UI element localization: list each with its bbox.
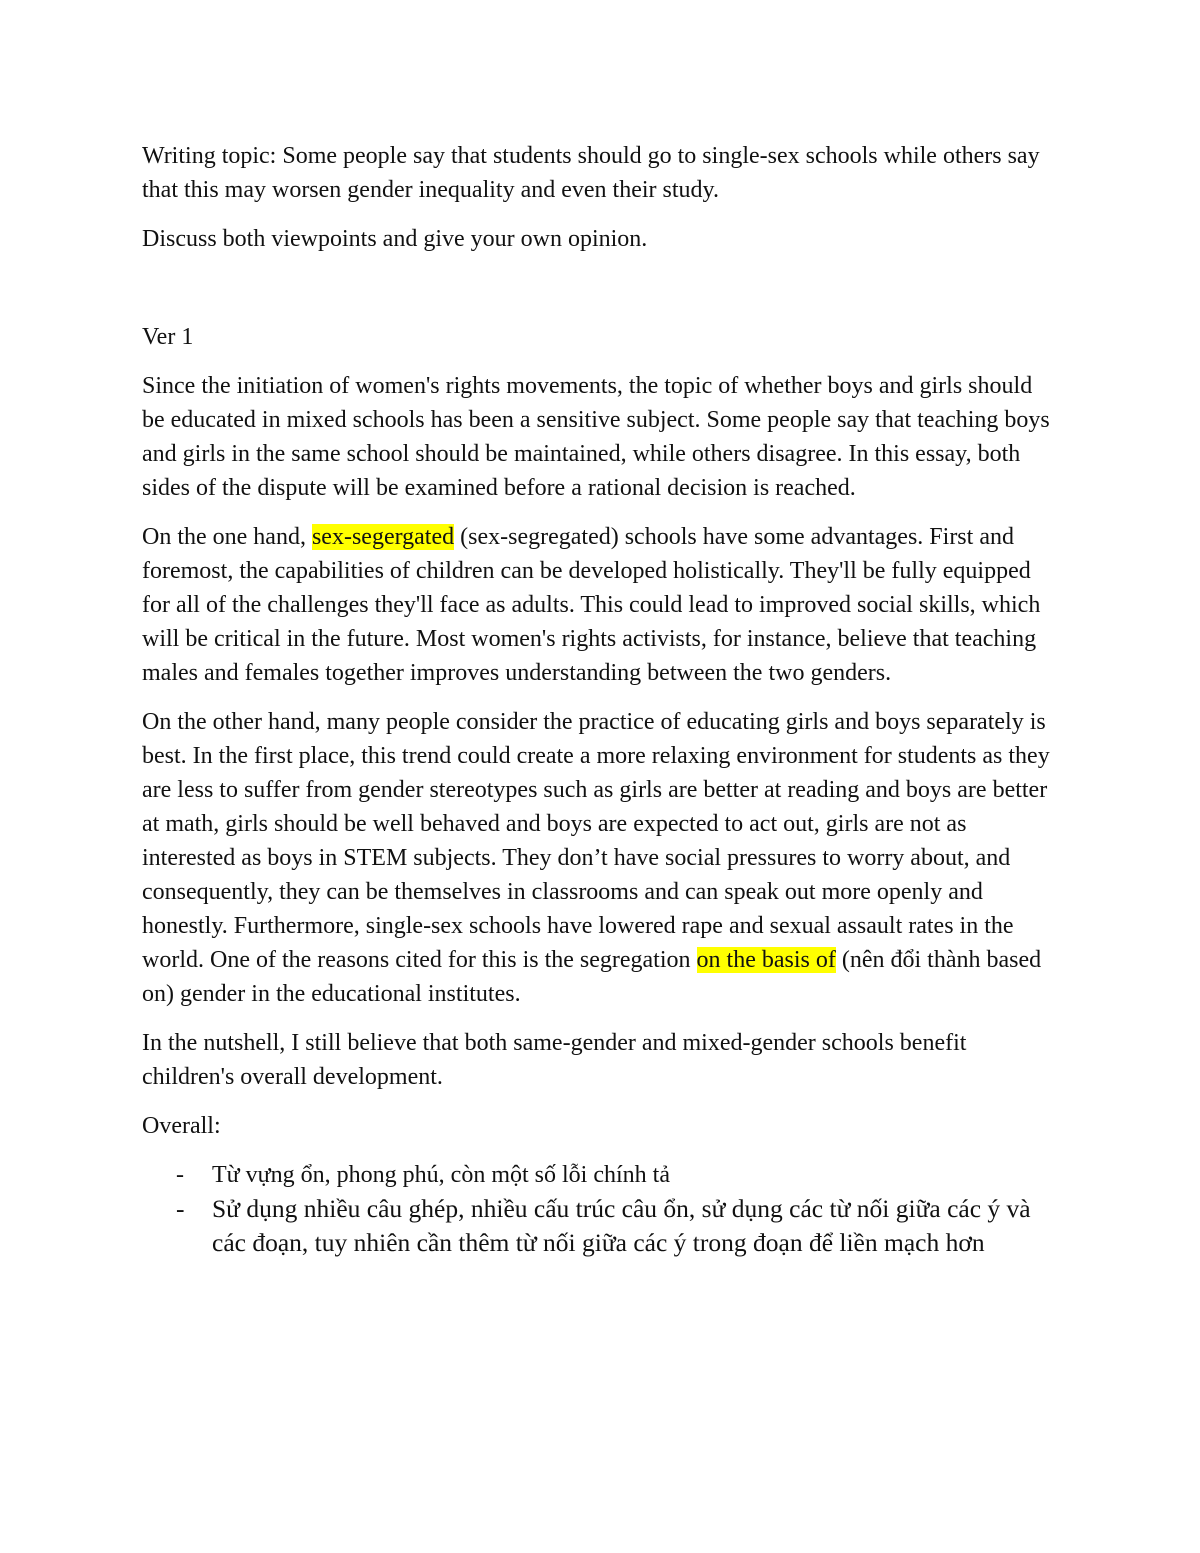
feedback-item	[142, 1192, 1057, 1260]
blank-line	[142, 271, 1057, 320]
essay-body-1	[142, 520, 1057, 690]
essay-conclusion: In the nutshell, I still believe that both same-gender and mixed-gender schools benefit children's overall development.	[142, 1030, 967, 1090]
topic-line: Writing topic: Some people say that students should go to single-sex schools while others say that this may worsen gender inequality and even their study.	[142, 143, 1040, 203]
feedback-item-text: Sử dụng nhiều câu ghép, nhiều cấu trúc câu ổn, sử dụng các từ nối giữa các ý và các đoạn, tuy nhiên cần thêm từ nối giữa các ý trong đoạn để liền mạch hơn	[212, 1194, 1031, 1257]
essay-intro: Since the initiation of women's rights movements, the topic of whether boys and girls should be educated in mixed schools has been a sensitive subject. Some people say that teaching boys and girls in the same school should be maintained, while others disagree. In this essay, both sides of the dispute will be examined before a rational decision is reached.	[142, 373, 1050, 501]
essay-body-2	[142, 705, 1057, 1011]
topic-text	[142, 139, 1057, 207]
overall-feedback-list	[142, 1158, 1057, 1260]
overall-label: Overall:	[142, 1113, 221, 1139]
body1-text-after: (sex-segregated) schools have some advantages. First and foremost, the capabilities of children can be developed holistically. They'll be fully equipped for all of the challenges they'll face as adults. This could lead to improved social skills, which will be critical in the future. Most women's rights activists, for instance, believe that teaching males and females together improves understanding between the two genders.	[142, 524, 1041, 686]
dash-bullet-icon: -	[176, 1162, 184, 1188]
feedback-item-text: Từ vựng ổn, phong phú, còn một số lỗi chính tả	[212, 1162, 670, 1188]
body2-text-after: (nên đổi thành based on) gender in the educational institutes.	[142, 947, 1042, 1007]
body2-text-before: On the other hand, many people consider the practice of educating girls and boys separately is best. In the first place, this trend could create a more relaxing environment for students as they are less to suffer from gender stereotypes such as girls are better at reading and boys are better at math, girls should be well behaved and boys are expected to act out, girls are not as interested as boys in STEM subjects. They don’t have social pressures to worry about, and consequently, they can be themselves in classrooms and can speak out more openly and honestly. Furthermore, single-sex schools have lowered rape and sexual assault rates in the world. One of the reasons cited for this is the segregation	[142, 709, 1050, 973]
highlighted-phrase-on-the-basis-of: on the basis of	[696, 947, 836, 973]
topic-instruction: Discuss both viewpoints and give your own opinion.	[142, 226, 648, 252]
body1-text-before: On the one hand,	[142, 524, 312, 550]
version-label: Ver 1	[142, 324, 194, 350]
document-page	[142, 139, 1057, 1260]
dash-bullet-icon: -	[176, 1194, 185, 1223]
feedback-item	[142, 1158, 1057, 1192]
highlighted-error-sex-segergated: sex-segergated	[311, 524, 455, 550]
